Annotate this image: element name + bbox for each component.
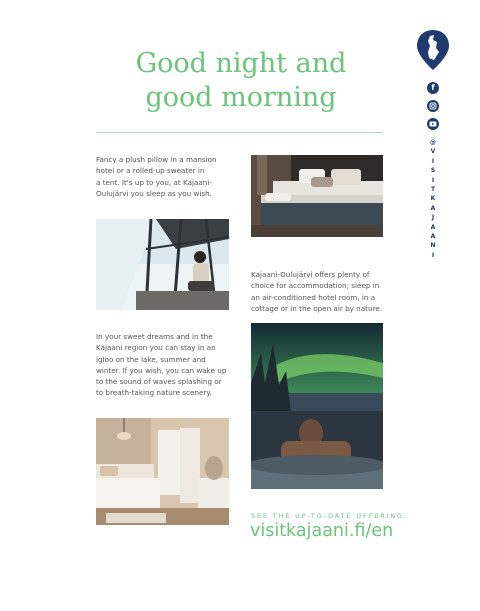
mansion-room-photo <box>96 418 229 525</box>
handle-char: V <box>430 148 436 156</box>
divider <box>96 132 383 133</box>
handle-char: S <box>430 167 436 175</box>
handle-char: A <box>430 233 436 241</box>
text-line: to the sound of waves splashing or <box>96 377 222 387</box>
website-link[interactable]: visitkajaani.fi/en <box>250 521 394 541</box>
intro-paragraph <box>96 154 236 199</box>
facebook-icon[interactable]: f <box>427 82 439 94</box>
instagram-icon[interactable] <box>427 100 439 112</box>
text-line: Kajaani-Oulujärvi offers plenty of <box>251 270 370 279</box>
handle-char: I <box>431 157 435 165</box>
text-line: Oulujärvi you sleep as you wish. <box>96 188 212 198</box>
text-line: Kajaani region you can stay in an <box>96 343 216 353</box>
text-line: cottage or in the open air by nature. <box>251 303 383 313</box>
handle-char: A <box>430 204 436 212</box>
finland-map-pin-logo <box>416 30 450 70</box>
glass-igloo-photo <box>96 219 229 310</box>
handle-char: I <box>431 176 435 184</box>
youtube-icon[interactable] <box>427 118 439 130</box>
text-line: igloo on the lake, summer and <box>96 354 206 364</box>
handle-char: @ <box>430 139 436 146</box>
text-line: In your sweet dreams and in the <box>96 332 213 341</box>
text-line: to breath-taking nature scenery. <box>96 388 212 398</box>
text-line: hotel or a rolled-up sweater in <box>96 166 205 176</box>
title-line-2: good morning <box>145 82 337 113</box>
text-line: a tent. It's up to you, at Kajaani- <box>96 177 212 187</box>
text-line: choice for accommodation; sleep in <box>251 281 380 291</box>
handle-char: J <box>431 214 435 222</box>
handle-char: T <box>430 186 436 194</box>
northern-lights-hot-tub-photo <box>251 323 383 489</box>
text-line: winter. If you wish, you can wake up <box>96 365 227 375</box>
accommodation-paragraph <box>251 269 391 314</box>
page-title <box>96 47 386 115</box>
igloo-paragraph <box>96 331 246 399</box>
text-line: Fancy a plush pillow in a mansion <box>96 155 217 164</box>
title-line-1: Good night and <box>135 48 347 79</box>
handle-char: I <box>431 251 435 259</box>
handle-char: A <box>430 223 436 231</box>
text-line: an air-conditioned hotel room, in a <box>251 292 376 302</box>
handle-char: K <box>430 195 436 203</box>
handle-char: N <box>430 242 436 250</box>
social-handle <box>427 138 439 260</box>
offering-label: SEE THE UP-TO-DATE OFFERING: <box>251 512 408 520</box>
hotel-room-photo <box>251 155 383 237</box>
